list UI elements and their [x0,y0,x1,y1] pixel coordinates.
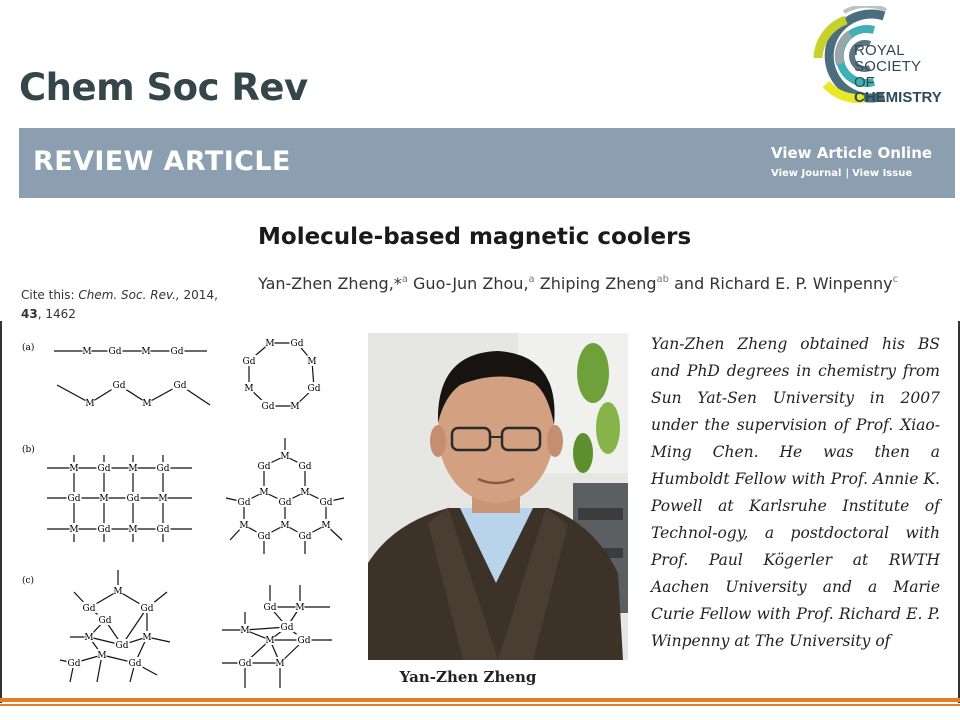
gd-node: Gd [278,498,292,508]
logo-chemistry: CHEMISTRY [854,89,942,107]
metal-node: M [141,347,151,357]
metal-node: M [300,488,310,498]
gd-node: Gd [298,532,312,542]
metal-node: M [99,494,109,504]
gd-node: Gd [307,384,321,394]
view-journal-link[interactable]: View Journal [771,168,842,179]
metal-node: M [321,521,331,531]
gd-node: Gd [128,659,142,669]
logo-text [854,43,960,106]
author-name[interactable]: Yan-Zhen Zheng, [258,274,394,293]
logo-line-2 [854,75,960,107]
metal-node: M [142,633,152,643]
gd-node: Gd [257,532,271,542]
gd-node: Gd [156,464,170,474]
author-biography: Yan-Zhen Zheng obtained his BS and PhD degrees in chemistry from Sun Yat-Sen University in 2007 under the supervision of Prof. Xiao-Ming Chen. He was then a Humboldt Fellow with Prof. Annie K. Powell at Karlsruhe Institute of Technol-ogy, a postdoctoral with Prof. Paul Kögerler at RWTH Aachen University and a Marie Curie Fellow with Prof. Richard E. P. Winpenny at The University of [651,335,940,650]
gd-node: Gd [98,616,112,626]
gd-node: Gd [140,604,154,614]
author-photo [368,333,628,660]
gd-node: Gd [237,498,251,508]
metal-node: M [128,464,138,474]
cite-prefix: Cite this: [21,288,79,302]
affiliation-mark: a [401,274,408,285]
corresponding-mark: * [393,274,402,293]
gd-node: Gd [238,659,252,669]
metal-node: M [69,464,79,474]
affiliation-mark: c [892,274,899,285]
view-article-online-link[interactable]: View Article Online [771,144,933,162]
author-name[interactable]: Guo-Jun Zhou, [413,274,529,293]
gd-node: Gd [263,603,277,613]
gd-node: Gd [67,494,81,504]
link-separator: | [845,168,850,179]
metal-node: M [158,494,168,504]
author-portrait-icon [368,333,628,660]
gd-node: Gd [126,494,140,504]
affiliation-mark: a [528,274,535,285]
panel-label-c: (c) [22,576,35,586]
affiliation-mark: ab [656,274,670,285]
metal-node: M [82,347,92,357]
article-title: Molecule-based magnetic coolers [258,224,692,250]
cite-journal: Chem. Soc. Rev., [78,288,180,302]
gd-node: Gd [173,381,187,391]
author-name[interactable]: Zhiping Zheng [539,274,657,293]
metal-node: M [97,651,107,661]
metal-node: M [280,452,290,462]
gd-node: Gd [290,339,304,349]
article-type-banner [19,128,955,198]
gd-node: Gd [82,604,96,614]
metal-node: M [295,603,305,613]
metal-node: M [307,357,317,367]
panel-label-a: (a) [22,343,35,353]
metal-node: M [265,339,275,349]
gd-node: Gd [242,357,256,367]
author-name[interactable]: and Richard E. P. Winpenny [674,274,893,293]
author-list [258,274,898,293]
gd-node: Gd [112,381,126,391]
gd-node: Gd [319,498,333,508]
banner-links-group [771,144,932,179]
metal-node: M [244,384,254,394]
cite-pages: , 1462 [37,307,76,321]
panel-label-b: (b) [22,445,35,455]
metal-node: M [275,659,285,669]
gd-node: Gd [108,347,122,357]
footer-rule [0,698,960,702]
metal-node: M [128,525,138,535]
metal-node: M [280,521,290,531]
gd-node: Gd [97,525,111,535]
footer-rule-thin [0,704,960,706]
metal-node: M [265,636,275,646]
photo-caption: Yan-Zhen Zheng [399,668,537,686]
gd-node: Gd [156,525,170,535]
metal-node: M [259,488,269,498]
gd-node: Gd [97,464,111,474]
metal-node: M [142,399,152,409]
logo-line-1: ROYAL SOCIETY [854,42,922,75]
metal-node: M [84,633,94,643]
metal-node: M [239,521,249,531]
metal-node: M [113,587,123,597]
gd-node: Gd [297,636,311,646]
citation [21,286,241,324]
gd-node: Gd [298,462,312,472]
view-issue-link[interactable]: View Issue [852,168,913,179]
coordination-diagram [12,330,362,695]
gd-node: Gd [67,659,81,669]
metal-node: M [290,402,300,412]
metal-node: M [69,525,79,535]
metal-node: M [85,399,95,409]
gd-node: Gd [115,641,129,651]
rsc-logo[interactable] [806,6,960,106]
metal-node: M [240,626,250,636]
journal-title: Chem Soc Rev [19,66,308,109]
banner-links [771,168,932,179]
cite-volume: 43 [21,307,38,321]
article-type: REVIEW ARTICLE [33,146,291,177]
gd-node: Gd [170,347,184,357]
gd-node: Gd [257,462,271,472]
logo-of: OF [854,73,875,91]
gd-node: Gd [280,623,294,633]
gd-node: Gd [261,402,275,412]
cite-year: 2014, [179,288,218,302]
